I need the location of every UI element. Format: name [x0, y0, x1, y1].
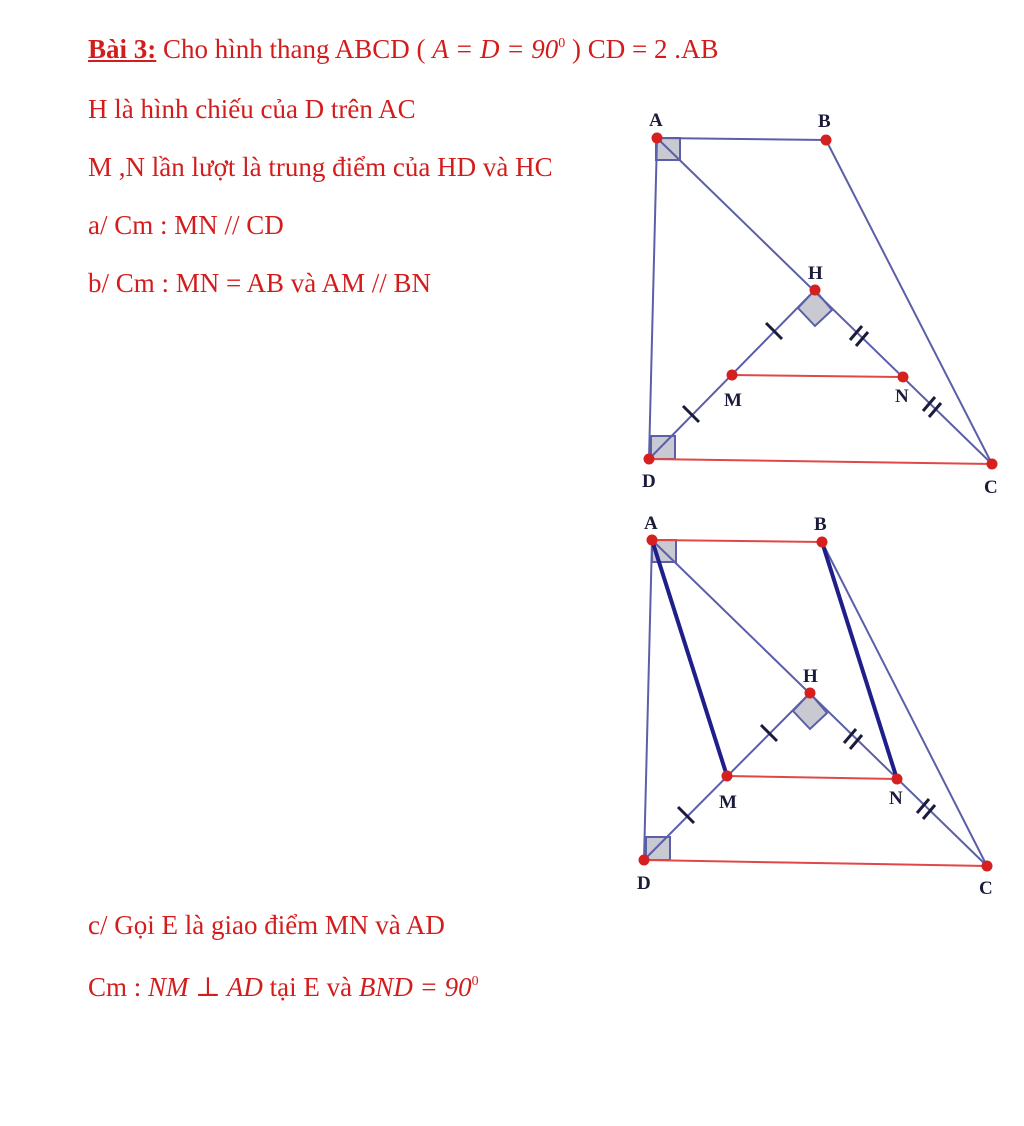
segment-dc-2	[644, 860, 987, 866]
right-angle-mark-d	[651, 436, 675, 459]
problem-condition: ) CD = 2 .AB	[565, 34, 719, 64]
segment-dc	[649, 459, 992, 464]
point-b	[821, 135, 832, 146]
point-d	[644, 454, 655, 465]
segment-bc	[826, 140, 992, 464]
label-n: N	[895, 386, 909, 407]
point-n-2	[892, 774, 903, 785]
label-a: A	[649, 110, 663, 131]
segment-bn-2	[822, 542, 897, 779]
problem-intro: Cho hình thang ABCD (	[156, 34, 433, 64]
label-c-2: C	[979, 878, 993, 899]
point-m	[727, 370, 738, 381]
right-angle-mark-d2	[646, 837, 670, 860]
point-b-2	[817, 537, 828, 548]
label-h-2: H	[803, 666, 818, 687]
part-b: b/ Cm : MN = AB và AM // BN	[88, 268, 432, 298]
label-h: H	[808, 263, 823, 284]
part-c: c/ Gọi E là giao điểm MN và AD	[88, 910, 445, 940]
angle-equation: A = D = 90	[432, 34, 559, 64]
point-c	[987, 459, 998, 470]
label-m-2: M	[719, 792, 737, 813]
segment-ad	[649, 138, 657, 459]
point-a	[652, 133, 663, 144]
segment-mn	[732, 375, 903, 377]
part-c-mid: tại E và	[262, 972, 359, 1002]
label-n-2: N	[889, 788, 903, 809]
segment-ab-2	[652, 540, 822, 542]
segment-ac	[657, 138, 992, 464]
perp-statement: NM ⊥ AD	[148, 972, 263, 1002]
label-b-2: B	[814, 514, 827, 535]
point-d-2	[639, 855, 650, 866]
point-a-2	[647, 535, 658, 546]
segment-mn-2	[727, 776, 897, 779]
problem-line-3: M ,N lần lượt là trung điểm của HD và HC	[88, 152, 553, 182]
segment-bc-2	[822, 542, 987, 866]
label-d-2: D	[637, 873, 651, 894]
label-m: M	[724, 390, 742, 411]
degree-sup-2: 0	[471, 974, 479, 989]
part-a: a/ Cm : MN // CD	[88, 210, 284, 240]
angle-bnd: BND = 90	[358, 972, 472, 1002]
tick-dm	[683, 406, 699, 422]
degree-sup: 0	[558, 36, 566, 51]
point-c-2	[982, 861, 993, 872]
point-n	[898, 372, 909, 383]
figure-2	[637, 513, 993, 899]
point-h	[810, 285, 821, 296]
label-c: C	[984, 477, 998, 498]
segment-ad-2	[644, 540, 652, 860]
part-c-cm: Cm :	[88, 972, 149, 1002]
label-a-2: A	[644, 513, 658, 534]
figure-1	[642, 110, 998, 498]
label-b: B	[818, 111, 831, 132]
tick-dm-2	[678, 807, 694, 823]
segment-ab	[657, 138, 826, 140]
tick-nc-2b	[923, 805, 935, 819]
point-m-2	[722, 771, 733, 782]
problem-label: Bài 3:	[88, 34, 157, 64]
tick-nc-2a	[917, 799, 929, 813]
problem-line-2: H là hình chiếu của D trên AC	[88, 94, 416, 124]
point-h-2	[805, 688, 816, 699]
label-d: D	[642, 471, 656, 492]
